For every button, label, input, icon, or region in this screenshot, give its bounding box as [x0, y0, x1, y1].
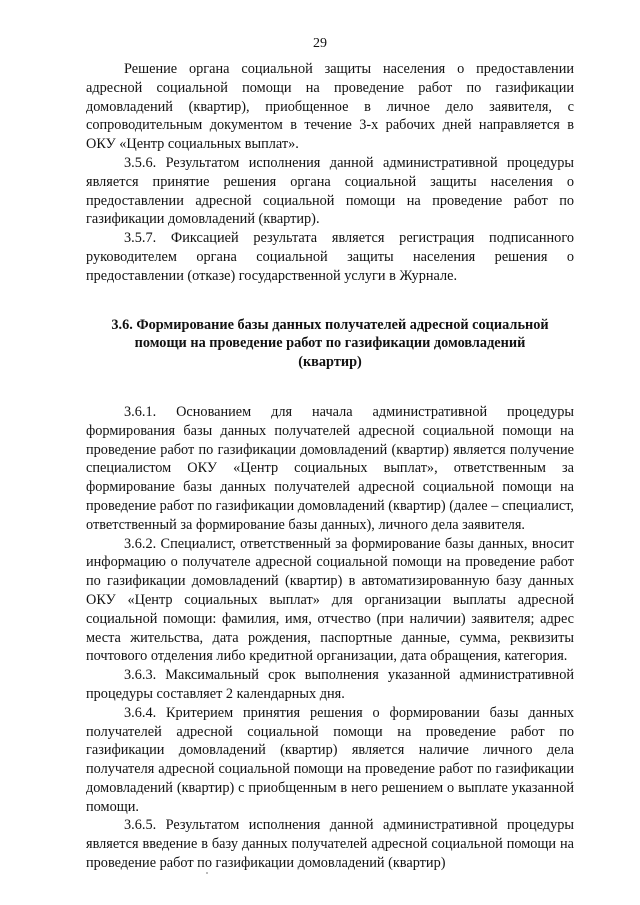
- paragraph-decision-sent: Решение органа социальной защиты населения о предоставлении адресной социальной помощи на проведение работ по газификации домовладений (квартир), приобщенное в личное дело заявителя, с сопроводительным документом в течение 3-х рабочих дней направляется в ОКУ «Центр социальных выплат».: [86, 61, 574, 153]
- paragraph-3-6-4: 3.6.4. Критерием принятия решения о формировании базы данных получателей адресной социальной помощи на проведение работ по газификации домовладений (квартир) является наличие личного дела получателя адресной социальной помощи на проведение работ по газификации домовладений (квартир) с приобщенным в него решением о выплате указанной помощи.: [86, 704, 574, 815]
- paragraph-3-6-5: 3.6.5. Результатом исполнения данной административной процедуры является введение в базу данных получателей адресной социальной помощи на проведение работ по газификации домовладений (квартир): [86, 817, 574, 872]
- paragraph-3-6-3: 3.6.3. Максимальный срок выполнения указанной административной процедуры составляет 2 календарных дня.: [86, 667, 574, 702]
- scan-speck: [206, 872, 208, 874]
- paragraph-3-6-2: 3.6.2. Специалист, ответственный за формирование базы данных, вносит информацию о получателе адресной социальной помощи на проведение работ по газификации домовладений (квартир) в автоматизированную базу данных ОКУ «Центр социальных выплат» для организации выплаты адресной социальной помощи: фамилия, имя, отчество (при наличии) заявителя; адрес места жительства, дата рождения, паспортные данные, сумма, реквизиты почтового отделения либо кредитной организации, дата обращения, категория.: [86, 535, 574, 665]
- document-body: [86, 60, 574, 873]
- paragraph-3-5-7: 3.5.7. Фиксацией результата является регистрация подписанного руководителем органа социальной защиты населения решения о предоставлении (отказе) государственной услуги в Журнале.: [86, 230, 574, 284]
- section-heading-3-6: 3.6. Формирование базы данных получателей адресной социальной помощи на проведение работ по газификации домовладений (квартир): [111, 316, 549, 371]
- paragraph-3-5-6: 3.5.6. Результатом исполнения данной административной процедуры является принятие решения органа социальной защиты населения о предоставлении адресной социальной помощи на проведение работ по газификации домовладений (квартир).: [86, 154, 574, 228]
- paragraph-3-6-1: 3.6.1. Основанием для начала административной процедуры формирования базы данных получателей адресной социальной помощи на проведение работ по газификации домовладений (квартир) является получение специалистом ОКУ «Центр социальных выплат», ответственным за формирование базы данных получателей адресной социальной помощи на проведение работ по газификации домовладений (квартир) (далее – специалист, ответственный за формирование базы данных), личного дела заявителя.: [86, 403, 574, 533]
- page-number: 29: [313, 36, 327, 51]
